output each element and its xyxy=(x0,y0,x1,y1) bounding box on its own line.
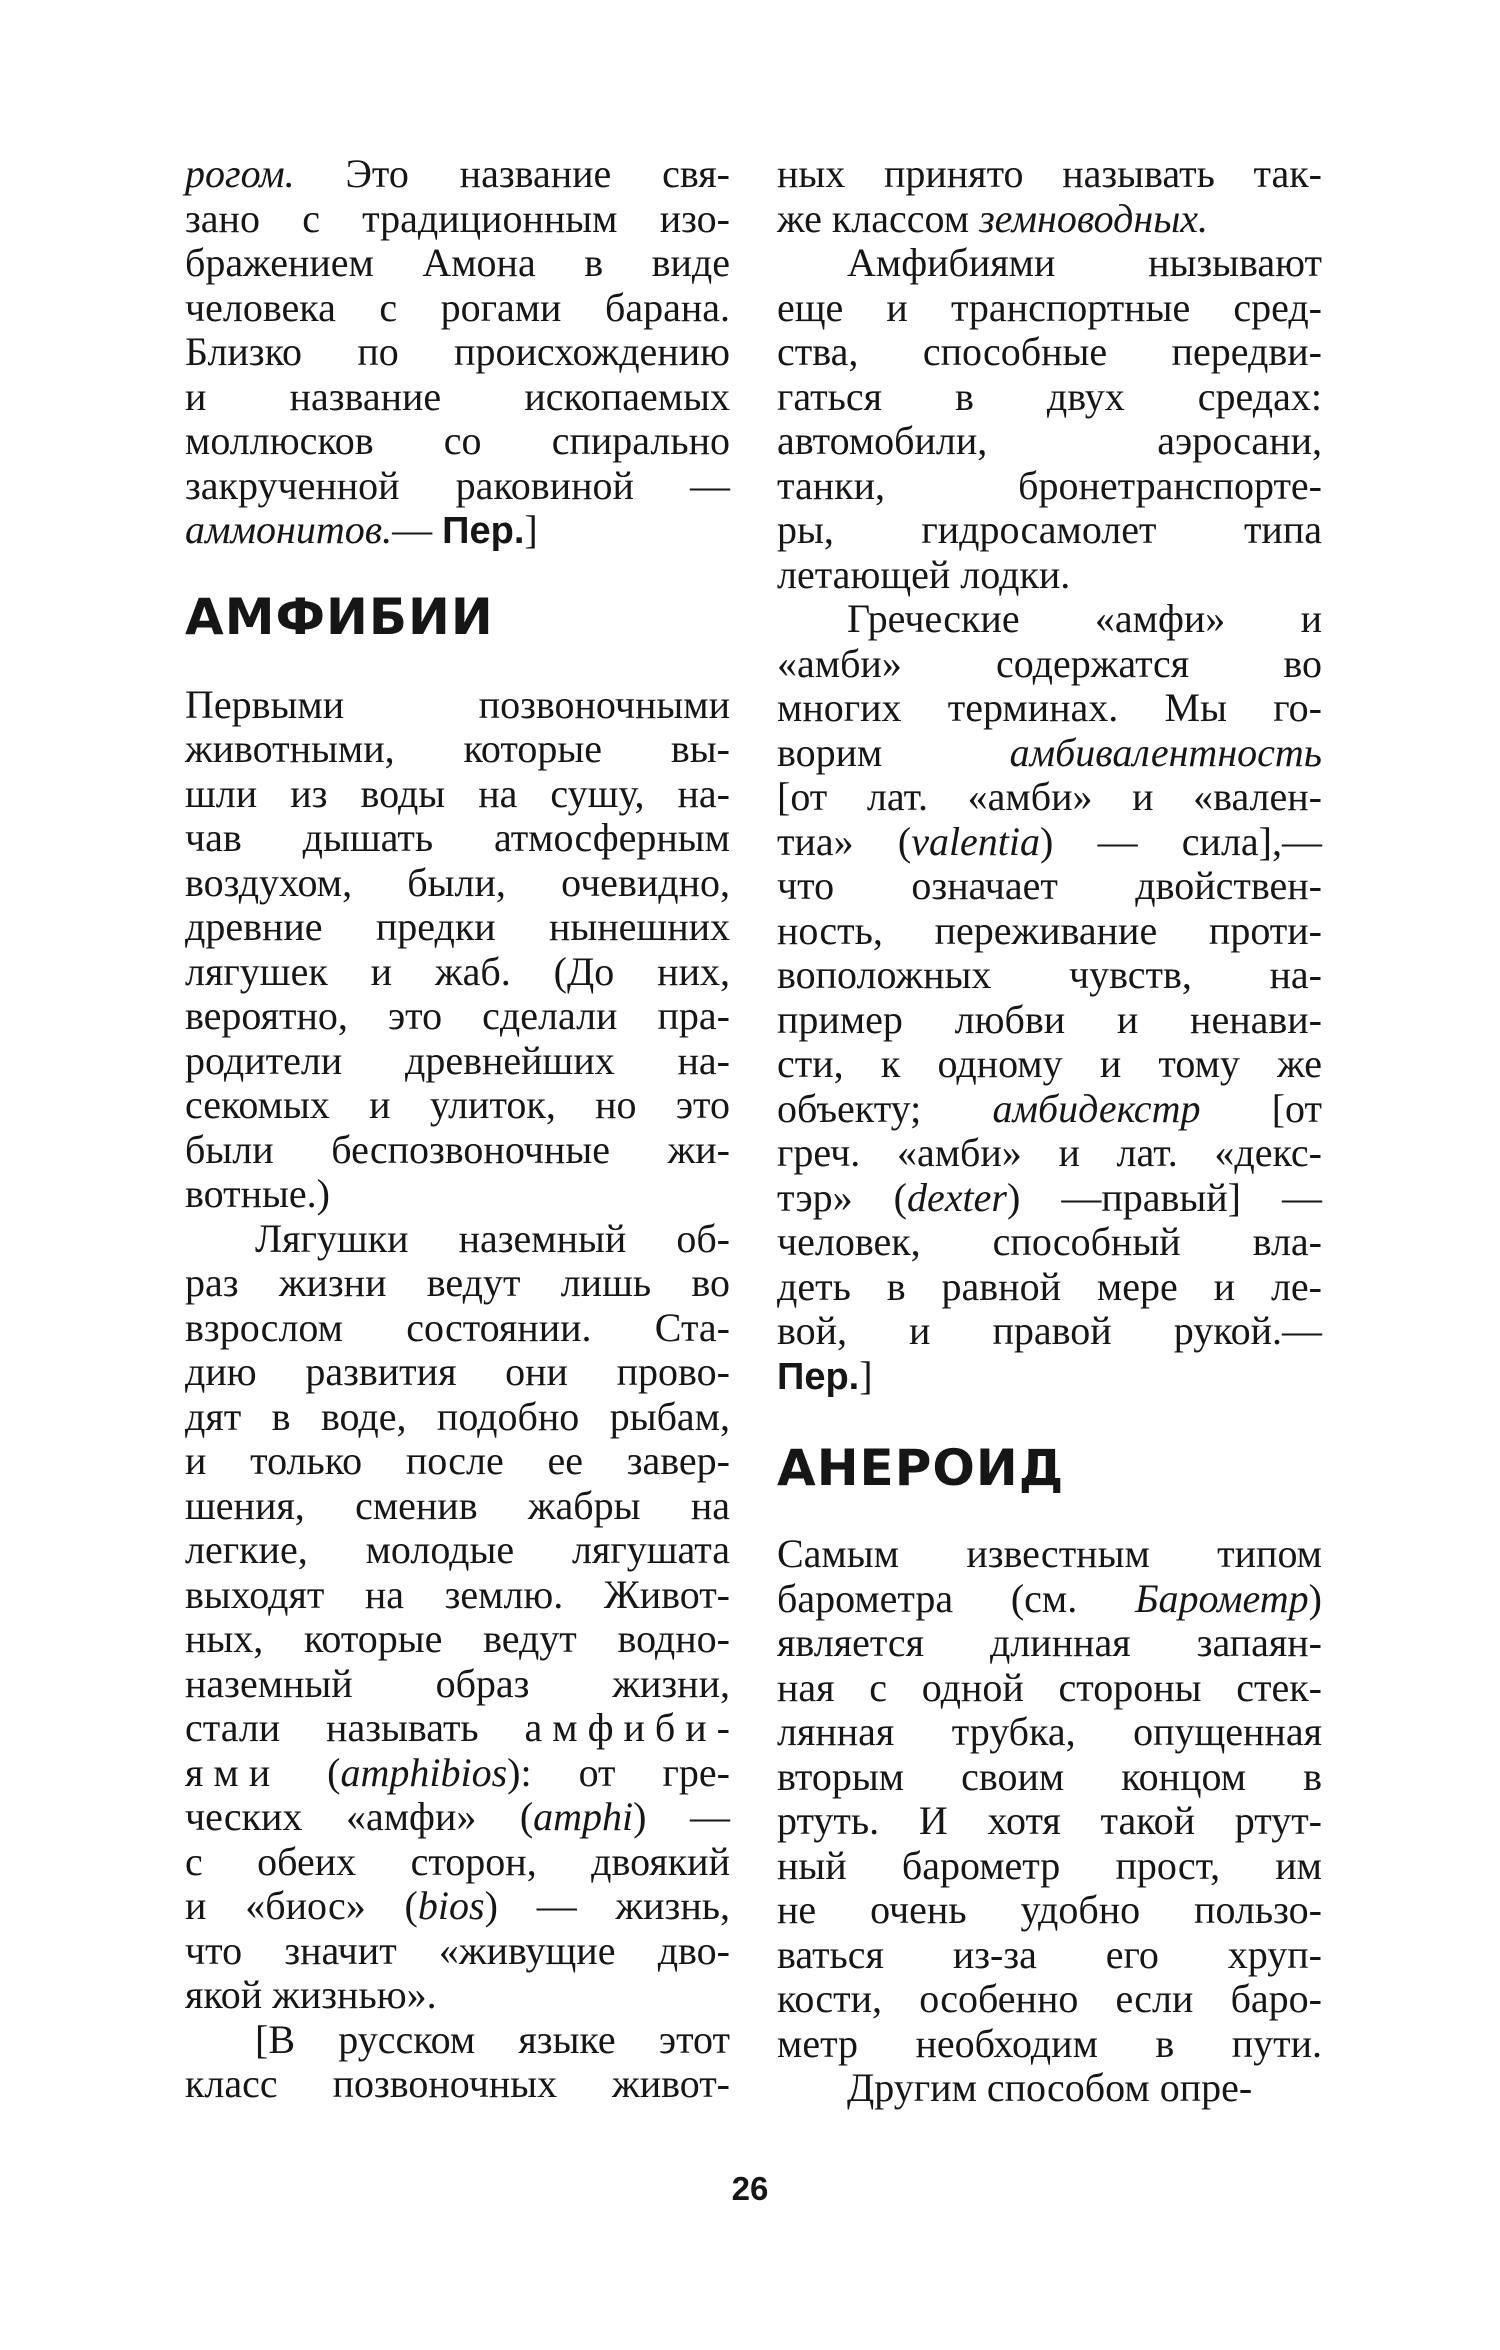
text-line: класс позвоночных живот- xyxy=(185,2061,730,2106)
text-line: вероятно, это сделали пра- xyxy=(185,993,730,1038)
text-line: ная с одной стороны стек- xyxy=(777,1664,1322,1710)
text-line: с обеих сторон, двоякий xyxy=(185,1838,730,1884)
text-line: раз жизни ведут лишь во xyxy=(185,1260,730,1305)
text-line: взрослом состоянии. Ста- xyxy=(185,1304,730,1350)
text-line: [В русском языке этот xyxy=(255,2016,730,2062)
text-line: зано с традиционным изо- xyxy=(185,195,730,241)
text-line: ческих «амфи» (amphi) — xyxy=(185,1794,730,1839)
text-line: пример любви и ненави- xyxy=(777,996,1322,1042)
text-line: деть в равной мере и ле- xyxy=(777,1263,1322,1309)
text-line: Греческие «амфи» и xyxy=(847,596,1322,641)
text-line: якой жизнью». xyxy=(185,1972,437,2017)
text-line: животными, которые вы- xyxy=(185,726,730,771)
text-line: вторым своим концом в xyxy=(777,1753,1322,1799)
text-line: ями (amphibios): от гре- xyxy=(185,1749,730,1795)
text-line: бражением Амона в виде xyxy=(185,240,730,285)
text-line: автомобили, аэросани, xyxy=(777,418,1322,463)
page-number: 26 xyxy=(731,2170,769,2207)
paragraph-zemnovodnye xyxy=(777,152,1322,241)
text-line: Другим способом опре- xyxy=(847,2065,1253,2110)
text-line: воположных чувств, на- xyxy=(777,952,1322,997)
text-line: шения, сменив жабры на xyxy=(185,1482,730,1528)
text-line: лянная трубка, опущенная xyxy=(777,1709,1322,1754)
text-line: ных, которые ведут водно- xyxy=(185,1616,730,1661)
text-line: танки, бронетранспорте- xyxy=(777,462,1322,508)
text-line: не очень удобно пользо- xyxy=(777,1887,1322,1932)
text-line: что означает двойствен- xyxy=(777,863,1322,908)
text-line: были беспозвоночные жи- xyxy=(185,1126,730,1172)
paragraph-lyagushki xyxy=(185,1217,730,2018)
text-line: ства, способные передви- xyxy=(777,329,1322,374)
text-line: шли из воды на сушу, на- xyxy=(185,770,730,816)
text-line: аммонитов.— Пер.] xyxy=(185,507,538,552)
text-line: легкие, молодые лягушата xyxy=(185,1527,730,1572)
text-line: ных принято называть так- xyxy=(777,151,1322,196)
text-line: ность, переживание проти- xyxy=(777,907,1322,953)
text-line: «амби» содержатся во xyxy=(777,640,1322,686)
text-line: рогом. Это название свя- xyxy=(185,151,730,196)
left-column xyxy=(185,152,730,2107)
text-line: ваться из-за его хруп- xyxy=(777,1931,1322,1977)
paragraph-drugim xyxy=(777,2066,1322,2111)
text-line: греч. «амби» и лат. «декс- xyxy=(777,1130,1322,1175)
text-line: Лягушки наземный об- xyxy=(255,1215,730,1261)
text-line: секомых и улиток, но это xyxy=(185,1082,730,1127)
paragraph-transport xyxy=(777,241,1322,597)
text-line: человек, способный вла- xyxy=(777,1219,1322,1264)
paragraph-barometr xyxy=(777,1532,1322,2066)
text-line: же классом земноводных. xyxy=(777,195,1209,241)
text-line: ртуть. И хотя такой ртут- xyxy=(777,1798,1322,1843)
text-line: Первыми позвоночными xyxy=(185,681,730,727)
text-line: Амфибиями нызывают xyxy=(847,240,1322,285)
paragraph-rogom xyxy=(185,152,730,553)
text-line: ный барометр прост, им xyxy=(777,1842,1322,1888)
text-line: и название ископаемых xyxy=(185,373,730,419)
text-line: стали называть амфиби- xyxy=(185,1705,730,1750)
text-line: метр необходим в пути. xyxy=(777,2020,1322,2066)
text-line: что значит «живущие дво- xyxy=(185,1927,730,1973)
text-line: тиа» (valentia) — сила],— xyxy=(777,818,1322,864)
text-line: Пер.] xyxy=(777,1352,873,1398)
text-line: дят в воде, подобно рыбам, xyxy=(185,1393,730,1439)
paragraph-grecheskie xyxy=(777,597,1322,1398)
text-line: барометра (см. Барометр) xyxy=(777,1575,1322,1621)
text-line: объекту; амбидекстр [от xyxy=(777,1085,1322,1131)
right-column xyxy=(777,152,1322,2111)
text-line: является длинная запаян- xyxy=(777,1620,1322,1665)
paragraph-amfibii-intro xyxy=(185,683,730,1217)
text-line: и только после ее завер- xyxy=(185,1438,730,1483)
text-line: многих терминах. Мы го- xyxy=(777,685,1322,730)
text-line: вой, и правой рукой.— xyxy=(777,1308,1322,1353)
text-line: Самым известным типом xyxy=(777,1531,1322,1576)
text-line: древние предки нынешних xyxy=(185,904,730,949)
text-line: ворим амбивалентность xyxy=(777,729,1322,775)
text-line: еще и транспортные сред- xyxy=(777,284,1322,330)
text-line: кости, особенно если баро- xyxy=(777,1976,1322,2021)
text-line: выходят на землю. Живот- xyxy=(185,1571,730,1617)
heading-aneroid: АНЕРОИД xyxy=(777,1439,1065,1497)
text-line: гаться в двух средах: xyxy=(777,373,1322,419)
text-line: тэр» (dexter) —правый] — xyxy=(777,1174,1323,1220)
text-line: ры, гидросамолет типа xyxy=(777,507,1322,552)
text-line: родители древнейших на- xyxy=(185,1037,730,1083)
text-line: Близко по происхождению xyxy=(185,329,730,374)
heading-amfibii: АМФИБИИ xyxy=(185,587,494,646)
text-line: воздухом, были, очевидно, xyxy=(185,859,730,905)
text-line: лягушек и жаб. (До них, xyxy=(185,948,730,994)
paragraph-v-russkom xyxy=(185,2018,730,2107)
text-line: моллюсков со спирально xyxy=(185,418,730,463)
text-line: дию развития они прово- xyxy=(185,1349,730,1394)
text-line: и «биос» (bios) — жизнь, xyxy=(185,1883,731,1928)
text-line: вотные.) xyxy=(185,1171,330,1216)
text-line: [от лат. «амби» и «вален- xyxy=(777,774,1322,819)
text-line: человека с рогами барана. xyxy=(185,284,730,330)
text-line: летающей лодки. xyxy=(777,551,1071,597)
text-line: чав дышать атмосферным xyxy=(185,815,730,860)
text-line: сти, к одному и тому же xyxy=(777,1041,1322,1086)
text-line: закрученной раковиной — xyxy=(185,462,730,508)
text-line: наземный образ жизни, xyxy=(185,1660,730,1706)
